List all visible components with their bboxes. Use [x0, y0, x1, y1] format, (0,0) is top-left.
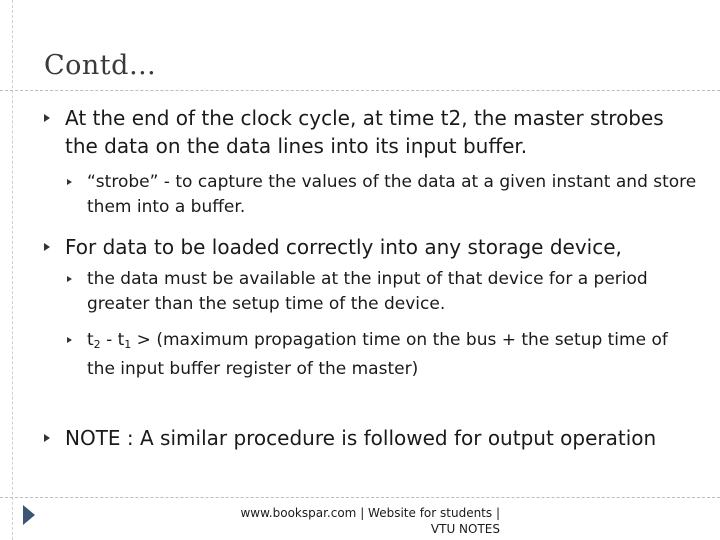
next-slide-arrow-icon[interactable]	[23, 505, 35, 525]
sub-bullet-arrow-icon	[67, 276, 72, 282]
bullet-arrow-icon	[44, 243, 50, 251]
bullet-2-sub-2-text: $t_2 - t_1$ > (maximum propagation time on the bus + the setup time of the input buffer register of the master)	[87, 330, 668, 379]
bullet-arrow-icon	[44, 114, 50, 122]
left-margin-rule	[12, 0, 13, 540]
footer-text	[240, 505, 500, 537]
footer-divider	[0, 497, 720, 498]
sub-bullet-arrow-icon	[67, 337, 72, 343]
bullet-1-text: At the end of the clock cycle, at time t2, the master strobes the data on the data lines into its input buffer.	[65, 106, 664, 158]
footer-line-2: VTU NOTES	[430, 522, 500, 536]
footer-line-1: www.bookspar.com | Website for students |	[240, 506, 500, 520]
title-divider	[0, 90, 720, 91]
bullet-3-text: NOTE : A similar procedure is followed for output operation	[65, 426, 657, 450]
sub-bullet-arrow-icon	[67, 179, 72, 185]
bullet-arrow-icon	[44, 434, 50, 442]
bullet-1-sub-1-text: “strobe” - to capture the values of the data at a given instant and store them into a buffer.	[87, 172, 697, 217]
bullet-2-text: For data to be loaded correctly into any storage device,	[65, 235, 622, 259]
bullet-2-sub-1-text: the data must be available at the input of that device for a period greater than the setup time of the device.	[87, 269, 648, 314]
slide-title: Contd…	[44, 50, 157, 81]
